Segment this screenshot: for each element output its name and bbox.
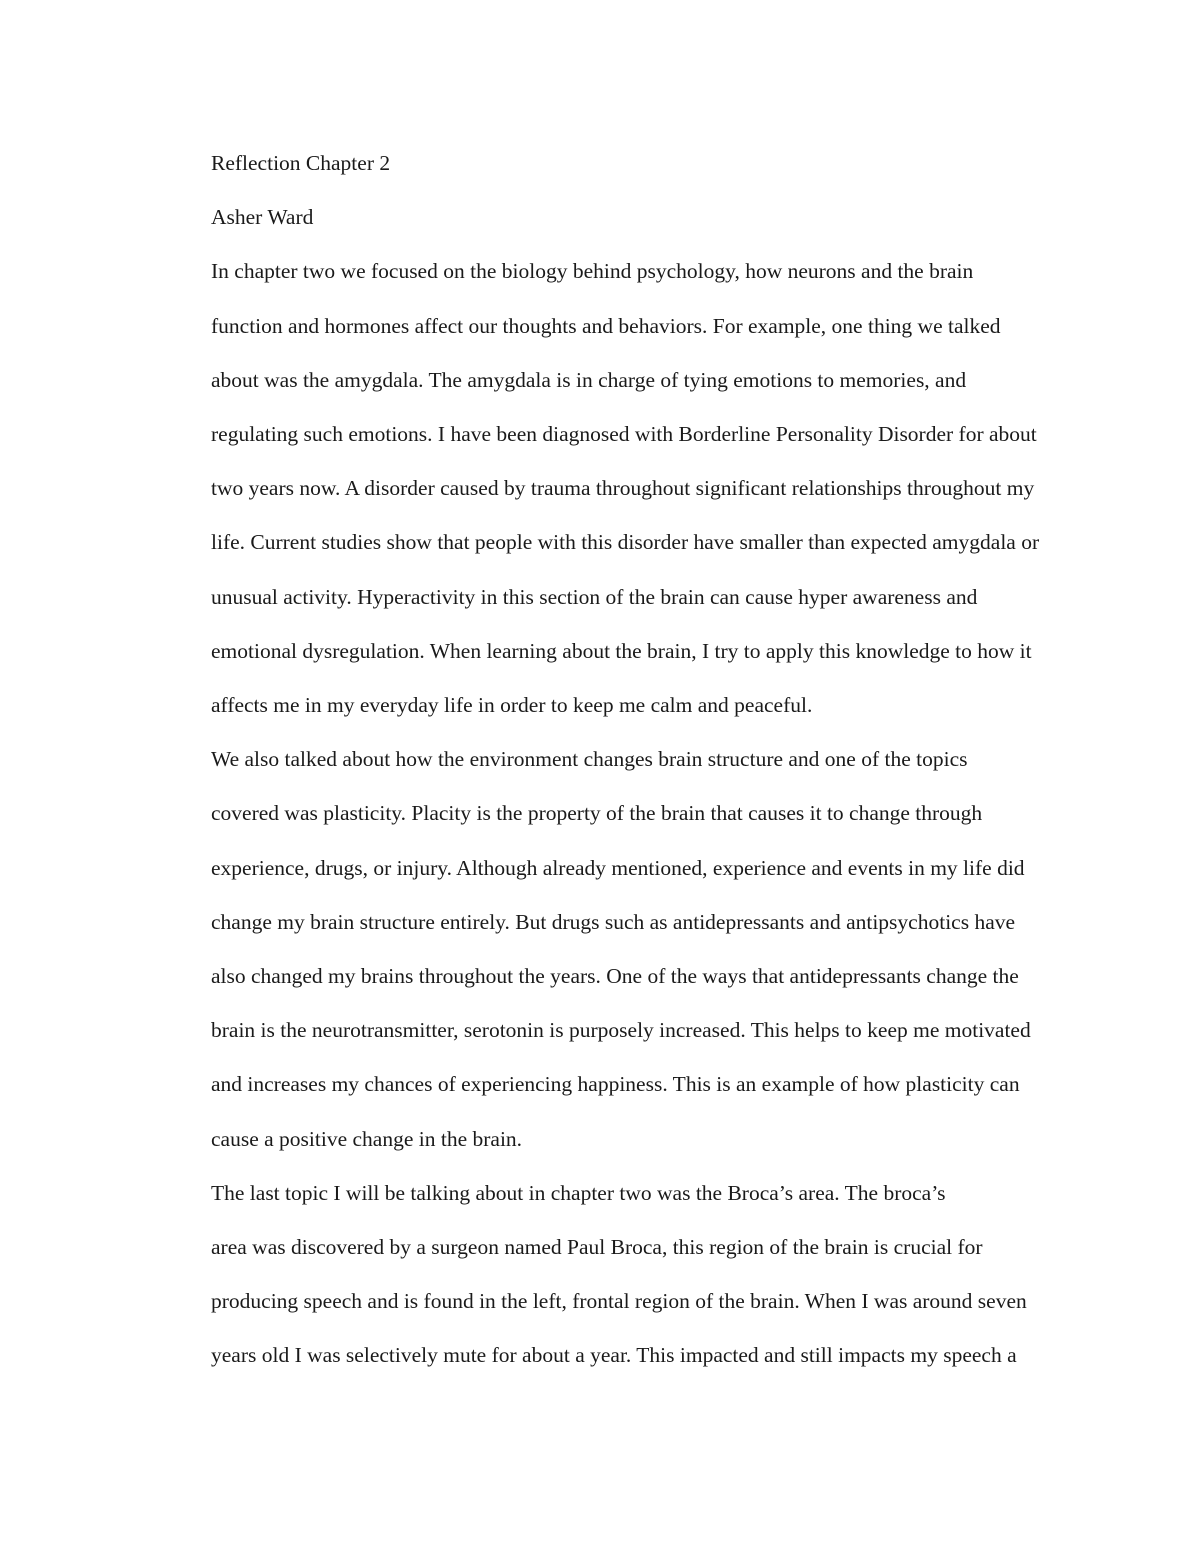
paragraph-line: years old I was selectively mute for about a year. This impacted and still impacts my speech a [211,1343,1017,1368]
paragraph-line: In chapter two we focused on the biology behind psychology, how neurons and the brain [211,259,974,284]
paragraph-line: also changed my brains throughout the years. One of the ways that antidepressants change the [211,964,1019,989]
paragraph-line: We also talked about how the environment changes brain structure and one of the topics [211,747,968,772]
document-title: Reflection Chapter 2 [211,151,391,175]
paragraph-line: cause a positive change in the brain. [211,1126,523,1151]
paragraph-line: two years now. A disorder caused by trauma throughout significant relationships throughout my [211,476,1035,501]
paragraph-line: about was the amygdala. The amygdala is in charge of tying emotions to memories, and [211,367,967,392]
paragraph-line: The last topic I will be talking about in chapter two was the Broca’s area. The broca’s [211,1180,946,1205]
paragraph-3 [142,1166,1054,1383]
paragraph-line: covered was plasticity. Placity is the property of the brain that causes it to change through [211,801,983,826]
paragraph-line: unusual activity. Hyperactivity in this section of the brain can cause hyper awareness and [211,584,978,609]
document-author: Asher Ward [211,205,314,230]
paragraph-line: emotional dysregulation. When learning about the brain, I try to apply this knowledge to how it [211,638,1032,663]
paragraph-line: experience, drugs, or injury. Although already mentioned, experience and events in my life did [211,855,1025,880]
paragraph-2 [142,732,1054,1166]
document-body [142,136,1054,1383]
paragraph-line: producing speech and is found in the left, frontal region of the brain. When I was around seven [211,1289,1027,1314]
paragraph-line: regulating such emotions. I have been diagnosed with Borderline Personality Disorder for about [211,422,1037,447]
paragraph-line: change my brain structure entirely. But drugs such as antidepressants and antipsychotics have [211,909,1016,934]
paragraph-line: affects me in my everyday life in order to keep me calm and peaceful. [211,693,813,718]
paragraph-1 [142,244,1054,732]
paragraph-line: area was discovered by a surgeon named Paul Broca, this region of the brain is crucial for [211,1235,983,1260]
paragraph-line: life. Current studies show that people with this disorder have smaller than expected amygdala or [211,530,1040,555]
paragraph-line: function and hormones affect our thoughts and behaviors. For example, one thing we talked [211,313,1001,338]
paragraph-line: and increases my chances of experiencing happiness. This is an example of how plasticity can [211,1072,1020,1097]
paragraph-line: brain is the neurotransmitter, serotonin is purposely increased. This helps to keep me motivated [211,1018,1031,1043]
